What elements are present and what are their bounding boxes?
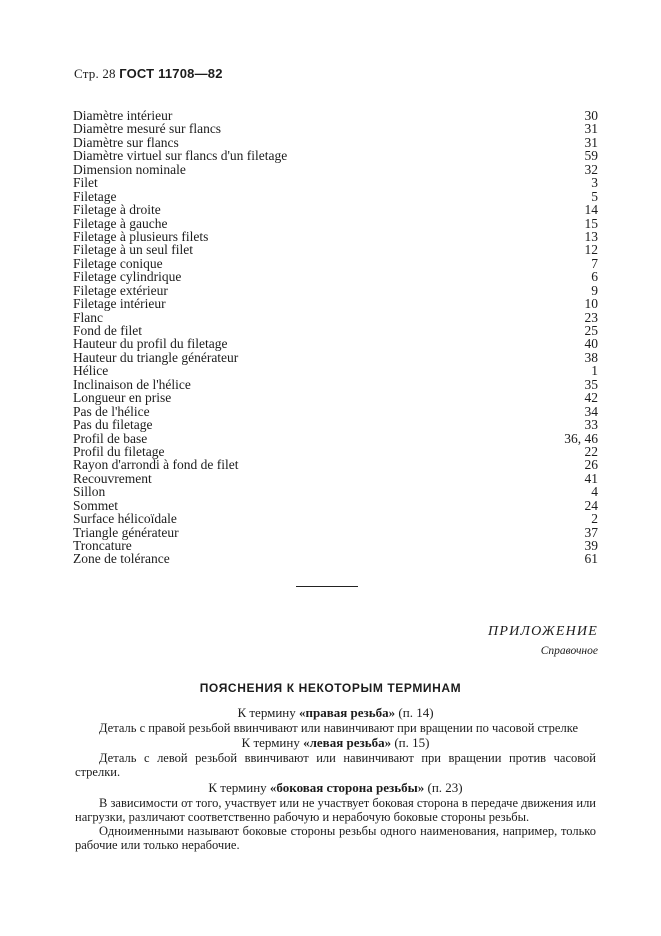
- index-number: 42: [584, 390, 598, 406]
- index-number: 61: [584, 551, 598, 567]
- index-number: 23: [584, 309, 598, 325]
- index-term: Inclinaison de l'hélice: [73, 376, 191, 392]
- note-paragraph: Одноименными называют боковые стороны резьбы одного наименования, например, только рабочие или только нерабочие.: [75, 824, 596, 853]
- index-row: [73, 230, 598, 243]
- index-term: Filetage à gauche: [73, 215, 168, 231]
- index-number: 5: [591, 188, 598, 204]
- index-term: Pas du filetage: [73, 417, 153, 433]
- index-term: Flanc: [73, 309, 103, 325]
- note-paragraph: Деталь с правой резьбой ввинчивают или навинчивают при вращении по часовой стрелке: [99, 721, 579, 735]
- index-row: [73, 109, 598, 122]
- index-term: Filetage extérieur: [73, 282, 168, 298]
- index-number: 3: [591, 175, 598, 191]
- note-prefix: К термину: [241, 735, 300, 751]
- index-number: 24: [584, 497, 598, 513]
- index-row: [73, 243, 598, 256]
- index-term: Longueur en prise: [73, 390, 172, 406]
- index-number: 31: [584, 121, 598, 137]
- index-number: 15: [584, 215, 598, 231]
- index-row: [73, 552, 598, 565]
- index-row: [73, 391, 598, 404]
- index-term: Sillon: [73, 484, 106, 500]
- index-term: Diamètre virtuel sur flancs d'un filetage: [73, 148, 288, 164]
- index-number: 10: [584, 296, 598, 312]
- note-term: «правая резьба»: [299, 705, 396, 720]
- index-term: Recouvrement: [73, 470, 152, 486]
- appendix-title: ПРИЛОЖЕНИЕ: [488, 624, 598, 639]
- section-title: ПОЯСНЕНИЯ К НЕКОТОРЫМ ТЕРМИНАМ: [199, 681, 462, 695]
- index-number: 59: [584, 148, 598, 164]
- index-row: [73, 311, 598, 324]
- index-row: [73, 364, 598, 377]
- index-row: [73, 472, 598, 485]
- note-ref: (п. 14): [398, 705, 434, 720]
- index-row: [73, 539, 598, 552]
- index-term: Hauteur du profil du filetage: [73, 336, 228, 352]
- index-term: Surface hélicoïdale: [73, 511, 177, 527]
- index-row: [73, 217, 598, 230]
- index-row: [73, 149, 598, 162]
- index-term: Zone de tolérance: [73, 551, 170, 567]
- index-number: 38: [584, 349, 598, 365]
- index-term: Diamètre sur flancs: [73, 134, 179, 150]
- index-number: 30: [584, 108, 598, 123]
- index-term: Profil de base: [73, 430, 148, 446]
- index-term: Filetage à plusieurs filets: [73, 228, 209, 244]
- index-row: [73, 499, 598, 512]
- note-term: «боковая сторона резьбы»: [269, 779, 425, 795]
- note-paragraph: Деталь с левой резьбой ввинчивают или навинчивают при вращении против часовой стрелки.: [75, 751, 596, 780]
- index-term: Fond de filet: [73, 323, 142, 338]
- index-number: 39: [584, 538, 598, 553]
- note-ref: (п. 15): [394, 735, 430, 751]
- index-term: Filetage à droite: [73, 202, 161, 218]
- index-number: 26: [584, 457, 598, 473]
- index-row: [73, 257, 598, 270]
- index-row: [73, 163, 598, 176]
- index-term: Diamètre mesuré sur flancs: [73, 121, 222, 137]
- index-term: Filetage cylindrique: [73, 269, 182, 285]
- index-term: Pas de l'hélice: [73, 403, 150, 419]
- index-term: Filetage: [73, 188, 117, 204]
- note-ref: (п. 23): [427, 779, 463, 795]
- index-row: [73, 485, 598, 498]
- index-row: [73, 324, 598, 337]
- index-number: 35: [584, 376, 598, 392]
- index-number: 40: [584, 336, 598, 352]
- index-row: [73, 284, 598, 297]
- index-number: 9: [591, 282, 598, 298]
- index-row: [73, 458, 598, 471]
- index-number: 2: [591, 511, 598, 527]
- explanatory-notes: [75, 705, 596, 852]
- index-row: [73, 445, 598, 458]
- index-row: [73, 190, 598, 203]
- index-term: Dimension nominale: [73, 161, 186, 177]
- index-row: [73, 122, 598, 135]
- index-number: 14: [584, 202, 598, 218]
- index-row: [73, 378, 598, 391]
- index-term: Filetage à un seul filet: [73, 242, 193, 258]
- index-row: [73, 418, 598, 431]
- index-term: Hélice: [73, 363, 109, 379]
- index-number: 4: [591, 484, 598, 500]
- index-term: Filet: [73, 175, 98, 191]
- index-number: 37: [584, 524, 598, 540]
- divider: [296, 586, 358, 587]
- page-header: [74, 66, 223, 82]
- index-term: Filetage conique: [73, 255, 163, 271]
- index-row: [73, 136, 598, 149]
- index-row: [73, 432, 598, 445]
- index-term: Rayon d'arrondi à fond de filet: [73, 457, 239, 473]
- index-term: Triangle générateur: [73, 524, 179, 540]
- note-term: «левая резьба»: [303, 735, 392, 751]
- index-number: 41: [584, 470, 598, 486]
- index-term: Sommet: [73, 497, 119, 513]
- index-number: 33: [584, 417, 598, 433]
- note-prefix: К термину: [237, 705, 296, 720]
- index-number: 1: [591, 363, 598, 379]
- index-term: Diamètre intérieur: [73, 108, 173, 123]
- index-row: [73, 512, 598, 525]
- index-number: 6: [591, 269, 598, 285]
- index-row: [73, 405, 598, 418]
- index-term: Profil du filetage: [73, 443, 165, 459]
- note-paragraph: В зависимости от того, участвует или не участвует боковая сторона в передаче движения или нагрузки, различают соответственно рабочую и нерабочую боковые стороны резьбы.: [75, 795, 596, 824]
- standard-number: ГОСТ 11708—82: [119, 66, 223, 81]
- index-row: [73, 337, 598, 350]
- note-heading: [75, 780, 596, 796]
- page-label: Стр. 28: [74, 66, 116, 81]
- index-row: [73, 270, 598, 283]
- index-term: Filetage intérieur: [73, 296, 166, 312]
- index-number: 31: [584, 134, 598, 150]
- index-row: [73, 176, 598, 189]
- index-number: 34: [584, 403, 598, 419]
- index-row: [73, 203, 598, 216]
- index-number: 13: [584, 228, 598, 244]
- index-term: Troncature: [73, 538, 132, 553]
- index-term: Hauteur du triangle générateur: [73, 349, 239, 365]
- index-number: 25: [584, 323, 598, 338]
- index-row: [73, 351, 598, 364]
- index-number: 32: [584, 161, 598, 177]
- index-number: 12: [584, 242, 598, 258]
- note-prefix: К термину: [208, 779, 267, 795]
- index-number: 36, 46: [564, 430, 598, 446]
- index-number: 7: [591, 255, 598, 271]
- term-index: [73, 109, 598, 566]
- index-number: 22: [584, 443, 598, 459]
- index-row: [73, 297, 598, 310]
- appendix-subtitle: Справочное: [540, 645, 598, 657]
- note-heading: [75, 705, 596, 721]
- index-row: [73, 526, 598, 539]
- note-heading: [75, 735, 596, 751]
